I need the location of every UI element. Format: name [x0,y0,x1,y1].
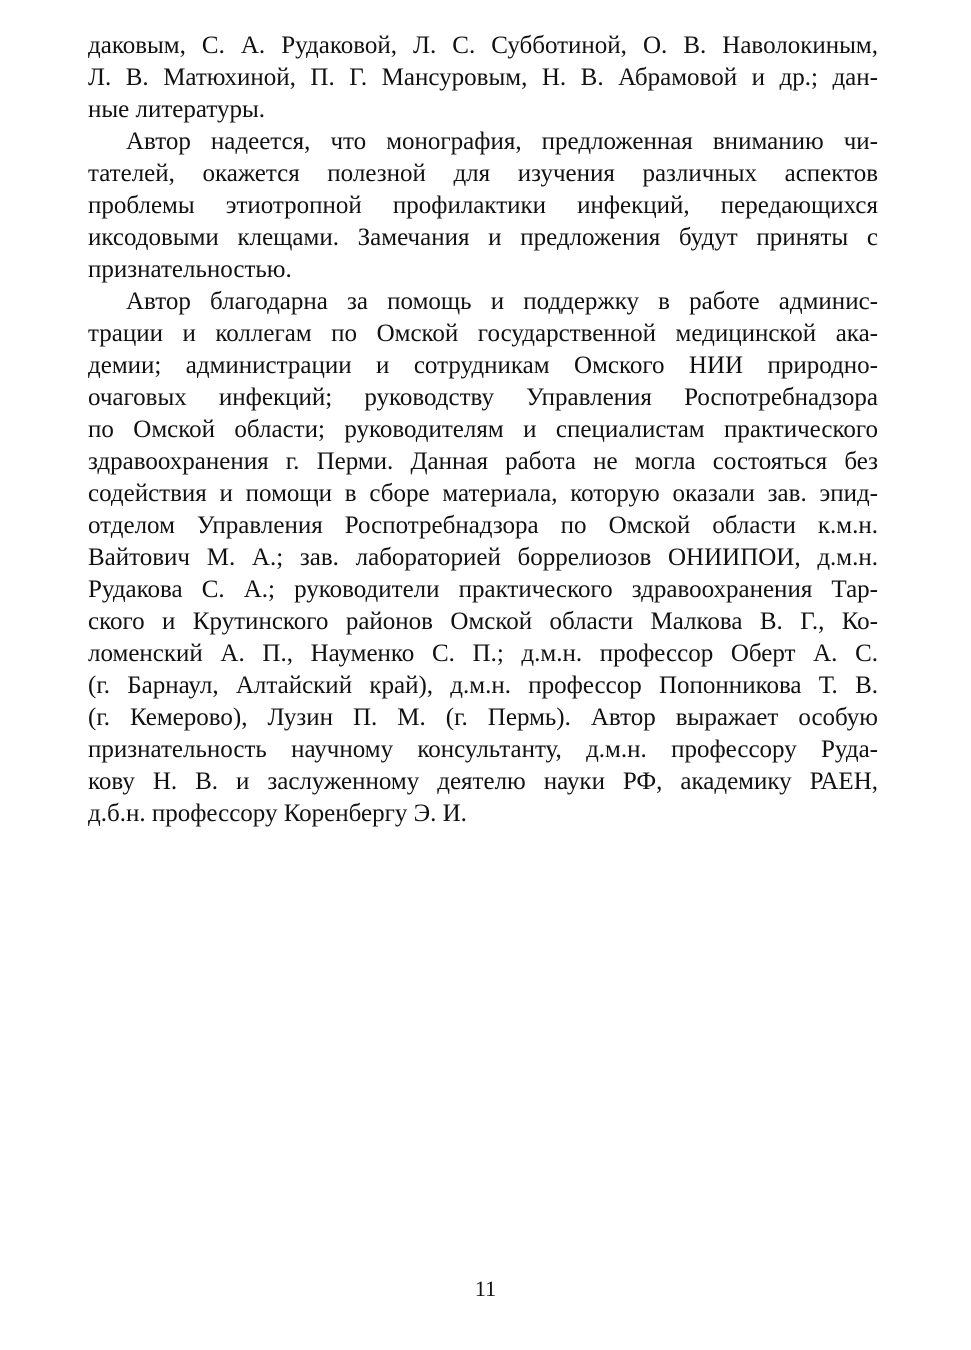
text-line: здравоохранения г. Перми. Данная работа не могла состояться без [88,448,878,475]
text-line: очаговых инфекций; руководству Управления Роспотребнадзора [88,384,878,411]
text-line: (г. Кемерово), Лузин П. М. (г. Пермь). Автор выражает особую [88,704,878,731]
text-line: д.б.н. профессору Коренбергу Э. И. [88,800,467,827]
text-line: (г. Барнаул, Алтайский край), д.м.н. профессор Попонникова Т. В. [88,672,878,699]
text-line: демии; администрации и сотрудникам Омского НИИ природно- [88,352,878,379]
text-line: ломенский А. П., Науменко С. П.; д.м.н. профессор Оберт А. С. [88,640,878,667]
text-line: Автор надеется, что монография, предложенная вниманию чи- [126,128,878,155]
text-line: ского и Крутинского районов Омской области Малкова В. Г., Ко- [88,608,878,635]
text-line: признательностью. [88,256,292,283]
text-line: отделом Управления Роспотребнадзора по Омской области к.м.н. [88,512,878,539]
body-text [88,30,878,830]
text-line: Рудакова С. А.; руководители практического здравоохранения Тар- [88,576,878,603]
text-line: даковым, С. А. Рудаковой, Л. С. Субботиной, О. В. Наволокиным, [88,32,878,59]
text-line: Л. В. Матюхиной, П. Г. Мансуровым, Н. В. Абрамовой и др.; дан- [88,64,878,91]
text-line: ные литературы. [88,96,265,123]
text-line: Автор благодарна за помощь и поддержку в работе админис- [126,288,878,315]
text-line: проблемы этиотропной профилактики инфекций, передающихся [88,192,878,219]
text-line: тателей, окажется полезной для изучения различных аспектов [88,160,878,187]
text-line: по Омской области; руководителям и специалистам практического [88,416,878,443]
page-number: 11 [474,1276,497,1301]
text-line: признательность научному консультанту, д.м.н. профессору Руда- [88,736,878,763]
text-line: содействия и помощи в сборе материала, которую оказали зав. эпид- [88,480,878,507]
text-line: Вайтович М. А.; зав. лабораторией боррелиозов ОНИИПОИ, д.м.н. [88,544,878,571]
text-line: кову Н. В. и заслуженному деятелю науки РФ, академику РАЕН, [88,768,878,795]
text-line: иксодовыми клещами. Замечания и предложения будут приняты с [88,224,878,251]
text-line: трации и коллегам по Омской государственной медицинской ака- [88,320,878,347]
